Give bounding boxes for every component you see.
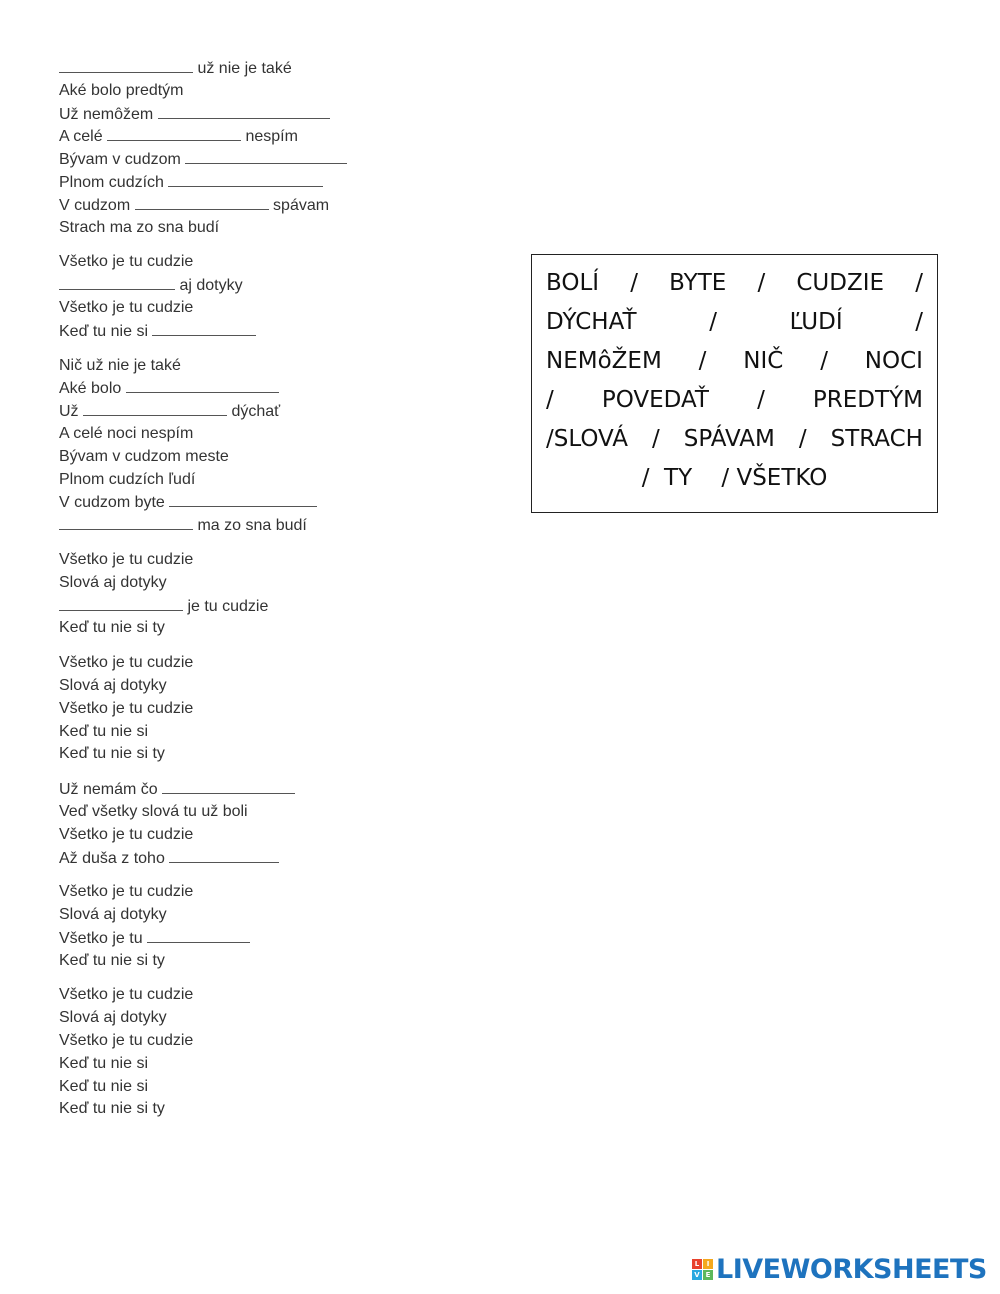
word-separator: / <box>709 308 717 335</box>
lyric-line <box>59 1007 499 1030</box>
lyric-line <box>59 469 499 492</box>
lyric-line <box>59 595 499 618</box>
lyric-text: Keď tu nie si <box>59 1077 148 1095</box>
lyric-line <box>59 423 499 446</box>
lyric-line <box>59 617 499 640</box>
lyric-text: Keď tu nie si <box>59 722 148 740</box>
fill-in-blank[interactable] <box>168 171 323 187</box>
stanza <box>59 251 499 342</box>
word-bank-word: CUDZIE <box>796 269 885 296</box>
word-separator: / <box>652 425 660 452</box>
fill-in-blank[interactable] <box>107 125 241 141</box>
word-bank-row <box>532 341 937 380</box>
word-separator: / <box>798 425 807 452</box>
fill-in-blank[interactable] <box>169 491 317 507</box>
lyric-line <box>59 80 499 103</box>
word-separator: / <box>757 386 765 413</box>
lyric-line <box>59 57 499 80</box>
stanza <box>59 778 499 869</box>
stanza <box>59 984 499 1121</box>
word-bank-row <box>532 419 937 458</box>
lyric-text: Všetko je tu cudzie <box>59 298 194 316</box>
lyric-text: Aké bolo <box>59 380 126 398</box>
word-bank-word: /SLOVÁ <box>546 425 629 452</box>
stanza <box>59 355 499 537</box>
lyric-line <box>59 194 499 217</box>
lyric-text: Už nemôžem <box>59 105 158 123</box>
lyric-text: dýchať <box>227 403 281 421</box>
word-bank-row <box>532 380 937 419</box>
lyric-line <box>59 400 499 423</box>
lyric-text: Bývam v cudzom meste <box>59 447 229 465</box>
lyric-text: A celé <box>59 128 108 146</box>
lyric-line <box>59 125 499 148</box>
lyric-text: Všetko je tu cudzie <box>59 550 194 568</box>
lyric-text: Všetko je tu cudzie <box>59 986 194 1004</box>
logo-badge-icon <box>692 1259 713 1280</box>
lyric-text: Slová aj dotyky <box>59 573 167 591</box>
lyric-line <box>59 904 499 927</box>
lyric-line <box>59 984 499 1007</box>
word-separator: / <box>698 347 707 374</box>
lyric-text: Plnom cudzích ľudí <box>59 470 196 488</box>
lyric-line <box>59 824 499 847</box>
lyric-text: Slová aj dotyky <box>59 1009 167 1027</box>
lyric-text: je tu cudzie <box>183 597 269 615</box>
word-separator: / <box>757 269 766 296</box>
word-bank-word: PREDTÝM <box>812 386 923 413</box>
fill-in-blank[interactable] <box>185 148 347 164</box>
fill-in-blank[interactable] <box>59 514 193 530</box>
lyric-line <box>59 801 499 824</box>
lyric-text: Už <box>59 403 83 421</box>
lyric-text: Bývam v cudzom <box>59 151 186 169</box>
lyric-line <box>59 927 499 950</box>
lyric-text: Keď tu nie si <box>59 322 153 340</box>
lyric-line <box>59 950 499 973</box>
word-bank-row <box>532 458 937 497</box>
fill-in-blank[interactable] <box>83 400 227 416</box>
lyric-line <box>59 675 499 698</box>
lyric-text: Veď všetky slová tu už boli <box>59 802 248 820</box>
fill-in-blank[interactable] <box>147 927 250 943</box>
lyric-text: Aké bolo predtým <box>59 81 184 99</box>
word-bank-box <box>531 254 938 513</box>
lyric-line <box>59 881 499 904</box>
lyric-line <box>59 778 499 801</box>
lyric-text: už nie je také <box>193 60 292 77</box>
word-separator: / <box>820 347 828 374</box>
stanza <box>59 881 499 972</box>
lyric-line <box>59 572 499 595</box>
lyric-line <box>59 743 499 766</box>
lyric-text: A celé noci nespím <box>59 424 194 442</box>
lyric-text: Keď tu nie si ty <box>59 1100 165 1118</box>
logo-badge-letter: L <box>692 1259 702 1269</box>
lyric-text: ma zo sna budí <box>193 517 307 535</box>
lyric-line <box>59 1030 499 1053</box>
lyric-text: Všetko je tu cudzie <box>59 654 194 672</box>
word-separator: / <box>915 269 923 296</box>
lyric-line <box>59 217 499 240</box>
word-bank-word: NEMôŽEM <box>546 347 662 374</box>
word-bank-word: NOCI <box>864 347 923 374</box>
lyric-line <box>59 847 499 870</box>
fill-in-blank[interactable] <box>169 847 279 863</box>
lyric-line <box>59 251 499 274</box>
lyric-line <box>59 274 499 297</box>
fill-in-blank[interactable] <box>152 320 256 336</box>
logo-text: LIVEWORKSHEETS <box>716 1253 987 1285</box>
lyric-text: Plnom cudzích <box>59 173 169 191</box>
lyric-text: Keď tu nie si <box>59 1054 148 1072</box>
lyric-text: Všetko je tu cudzie <box>59 699 194 717</box>
word-bank-row <box>532 263 937 302</box>
lyric-text: Keď tu nie si ty <box>59 619 165 637</box>
word-separator: / <box>915 308 923 335</box>
fill-in-blank[interactable] <box>59 595 183 611</box>
stanza <box>59 57 499 239</box>
lyric-line <box>59 297 499 320</box>
lyric-text: Až duša z toho <box>59 849 170 867</box>
lyric-line <box>59 491 499 514</box>
liveworksheets-logo <box>692 1254 987 1284</box>
word-bank-word: / TY / VŠETKO <box>641 464 828 491</box>
lyric-text: Slová aj dotyky <box>59 676 167 694</box>
fill-in-blank[interactable] <box>135 194 269 210</box>
word-bank-word: SPÁVAM <box>683 425 775 452</box>
stanza <box>59 549 499 640</box>
lyric-line <box>59 446 499 469</box>
lyric-text: aj dotyky <box>175 277 243 295</box>
fill-in-blank[interactable] <box>158 103 330 119</box>
lyric-text: spávam <box>268 196 330 214</box>
word-bank-word: ĽUDÍ <box>789 308 843 335</box>
word-bank-word: POVEDAŤ <box>601 386 709 413</box>
lyric-line <box>59 721 499 744</box>
lyric-text: V cudzom <box>59 196 135 214</box>
lyric-text: nespím <box>241 128 298 146</box>
lyric-line <box>59 320 499 343</box>
lyric-line <box>59 514 499 537</box>
word-bank-word: BYTE <box>669 269 727 296</box>
fill-in-blank[interactable] <box>59 57 193 73</box>
word-separator: / <box>546 386 554 413</box>
word-bank-word: STRACH <box>830 425 923 452</box>
lyric-line <box>59 1053 499 1076</box>
lyric-line <box>59 171 499 194</box>
lyric-text: Nič už nie je také <box>59 356 181 374</box>
word-bank-word: BOLÍ <box>546 269 600 296</box>
lyric-text: Už nemám čo <box>59 781 163 799</box>
logo-badge-letter: E <box>703 1270 713 1280</box>
lyric-line <box>59 1076 499 1099</box>
lyric-text: Keď tu nie si ty <box>59 951 165 969</box>
logo-badge-letter: I <box>703 1259 713 1269</box>
lyrics-column <box>59 57 499 1133</box>
lyric-text: Keď tu nie si ty <box>59 745 165 763</box>
lyric-line <box>59 652 499 675</box>
lyric-line <box>59 377 499 400</box>
lyric-line <box>59 698 499 721</box>
word-bank-word: NIČ <box>743 347 784 374</box>
stanza <box>59 652 499 766</box>
word-bank-word: DÝCHAŤ <box>546 308 637 335</box>
lyric-text: Všetko je tu cudzie <box>59 1032 194 1050</box>
fill-in-blank[interactable] <box>59 274 175 290</box>
lyric-line <box>59 103 499 126</box>
lyric-line <box>59 1098 499 1121</box>
lyric-text: Slová aj dotyky <box>59 906 167 924</box>
lyric-text: Strach ma zo sna budí <box>59 218 220 236</box>
word-bank-row <box>532 302 937 341</box>
lyric-text: Všetko je tu cudzie <box>59 253 194 271</box>
lyric-text: Všetko je tu <box>59 929 148 947</box>
fill-in-blank[interactable] <box>126 377 279 393</box>
fill-in-blank[interactable] <box>162 778 295 794</box>
lyric-line <box>59 355 499 378</box>
lyric-text: Všetko je tu cudzie <box>59 825 194 843</box>
lyric-line <box>59 148 499 171</box>
lyric-line <box>59 549 499 572</box>
lyric-text: V cudzom byte <box>59 494 170 512</box>
logo-badge-letter: V <box>692 1270 702 1280</box>
word-separator: / <box>630 269 638 296</box>
lyric-text: Všetko je tu cudzie <box>59 883 194 901</box>
